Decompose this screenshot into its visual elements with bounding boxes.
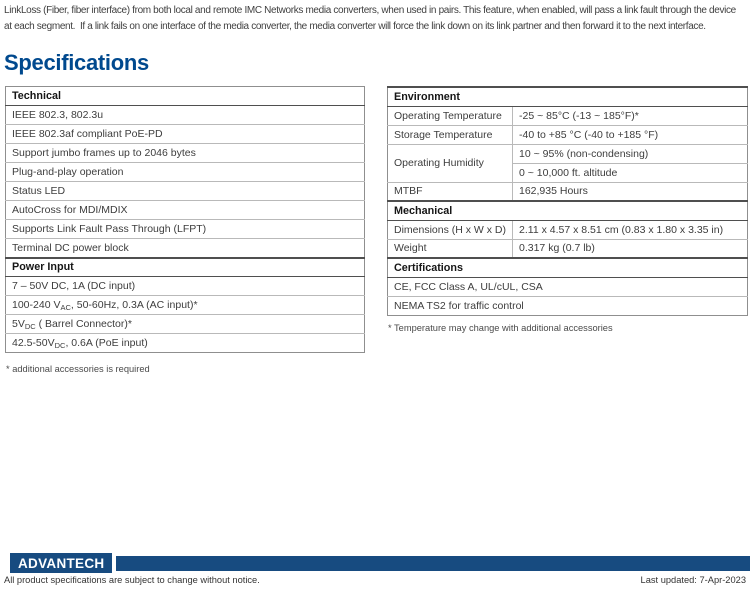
intro-line-1: LinkLoss (Fiber, fiber interface) from both local and remote IMC Networks media converters, when used in pairs. This feature, when enabled, will pass a link fault through the device (4, 5, 736, 16)
spec-cell: Support jumbo frames up to 2046 bytes (6, 144, 365, 163)
spec-cell: 0 ~ 10,000 ft. altitude (513, 163, 748, 182)
spec-row (6, 182, 365, 201)
spec-cell: IEEE 802.3, 802.3u (6, 106, 365, 125)
spec-row (388, 182, 748, 201)
spec-cell: AutoCross for MDI/MDIX (6, 201, 365, 220)
spec-row (6, 296, 365, 315)
spec-cell: NEMA TS2 for traffic control (388, 296, 748, 315)
spec-row (388, 125, 748, 144)
right-column (387, 86, 748, 333)
footnote-left: * additional accessories is required (6, 364, 150, 374)
section-header-row (388, 201, 748, 220)
spec-cell: Plug-and-play operation (6, 163, 365, 182)
spec-row (388, 277, 748, 296)
advantech-logo: ADVANTECH (10, 553, 112, 573)
section-header-row (6, 87, 365, 106)
spec-row (6, 163, 365, 182)
section-header-cell: Mechanical (388, 201, 748, 220)
footer-text-row (4, 573, 746, 587)
spec-cell: 2.11 x 4.57 x 8.51 cm (0.83 x 1.80 x 3.35 in) (513, 220, 748, 239)
spec-cell: $5V_{DC}$ ( Barrel Connector)* (6, 315, 365, 334)
spec-cell: Status LED (6, 182, 365, 201)
spec-cell: -40 to +85 °C (-40 to +185 °F) (513, 125, 748, 144)
footer-last-updated: Last updated: 7-Apr-2023 (640, 575, 746, 585)
section-header-cell: Technical (6, 87, 365, 106)
spec-cell: Dimensions (H x W x D) (388, 220, 513, 239)
spec-cell: Supports Link Fault Pass Through (LFPT) (6, 220, 365, 239)
spec-row (388, 220, 748, 239)
spec-row (6, 144, 365, 163)
footer-disclaimer: All product specifications are subject to change without notice. (4, 575, 260, 585)
section-header-row (6, 258, 365, 277)
spec-cell: IEEE 802.3af compliant PoE-PD (6, 125, 365, 144)
spec-cell: 10 ~ 95% (non-condensing) (513, 144, 748, 163)
section-header-row (388, 258, 748, 277)
spec-cell: 0.317 kg (0.7 lb) (513, 239, 748, 258)
spec-cell: Weight (388, 239, 513, 258)
technical-spec-table (5, 86, 365, 353)
spec-cell: 100-240 $V_{AC}$, 50-60Hz, 0.3A (AC input)* (6, 296, 365, 315)
spec-row (6, 220, 365, 239)
section-header-row (388, 87, 748, 106)
spec-row (388, 239, 748, 258)
footnote-right: * Temperature may change with additional accessories (388, 322, 613, 333)
spec-cell: Storage Temperature (388, 125, 513, 144)
spec-cell: Terminal DC power block (6, 239, 365, 258)
spec-row (6, 315, 365, 334)
spec-row (6, 106, 365, 125)
footer-rule (116, 556, 750, 571)
spec-cell: MTBF (388, 182, 513, 201)
spec-row (6, 239, 365, 258)
section-header-cell: Power Input (6, 258, 365, 277)
spec-row (388, 106, 748, 125)
section-header-cell: Environment (388, 87, 748, 106)
spec-row (6, 125, 365, 144)
footer-bar (0, 553, 750, 573)
spec-columns (5, 86, 748, 374)
spec-cell: Operating Humidity (388, 144, 513, 182)
spec-row (6, 201, 365, 220)
intro-line-2: at each segment. If a link fails on one interface of the media converter, the media converter will force the link down on its link partner and then forward it to the next interface. (4, 20, 706, 32)
page-title: Specifications (4, 50, 149, 75)
spec-cell: -25 ~ 85°C (-13 ~ 185°F)* (513, 106, 748, 125)
spec-cell: $42.5-50V_{DC}$, 0.6A (PoE input) (6, 334, 365, 353)
intro-paragraph (4, 3, 748, 34)
spec-cell: 7 – 50V DC, 1A (DC input) (6, 277, 365, 296)
spec-row (6, 334, 365, 353)
section-header-cell: Certifications (388, 258, 748, 277)
left-column (5, 86, 365, 374)
environment-spec-table (387, 86, 748, 316)
spec-row (388, 144, 748, 163)
spec-cell: CE, FCC Class A, UL/cUL, CSA (388, 277, 748, 296)
spec-cell: Operating Temperature (388, 106, 513, 125)
spec-row (6, 277, 365, 296)
spec-cell: 162,935 Hours (513, 182, 748, 201)
spec-row (388, 296, 748, 315)
